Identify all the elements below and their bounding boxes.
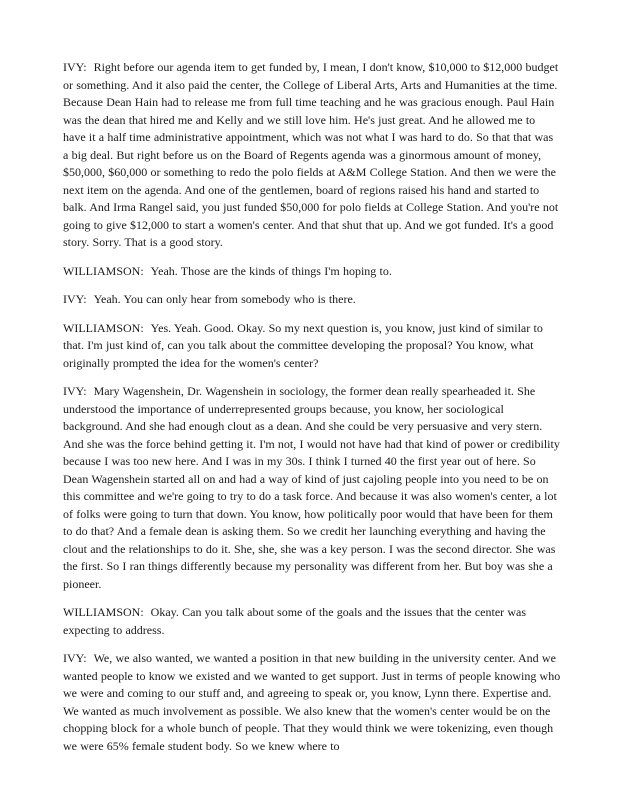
speaker-label: IVY:	[63, 651, 87, 665]
speaker-label: IVY:	[63, 292, 87, 306]
transcript-paragraph	[63, 650, 561, 755]
speaker-label: WILLIAMSON:	[63, 605, 144, 619]
transcript-paragraph	[63, 383, 561, 593]
speaker-label: IVY:	[63, 60, 87, 74]
speaker-label: WILLIAMSON:	[63, 263, 144, 278]
paragraph-text: Yeah. Those are the kinds of things I'm hoping to.	[150, 263, 392, 278]
transcript-paragraph	[63, 604, 561, 639]
paragraph-text: Right before our agenda item to get funded by, I mean, I don't know, $10,000 to $12,000 budget or something. And it also paid the center, the College of Liberal Arts, Arts and Humanities at the time. Because Dean Hain had to release me from full time teaching and he was gracious enough. Paul Hain was the dean that hired me and Kelly and we still love him. He's just great. And he allowed me to have it a half time administrative appointment, which was not what I was hard to do. So that that was a big deal. But right before us on the Board of Regents agenda was a ginormous amount of money, $50,000, $60,000 or something to redo the polo fields at A&M College Station. And then we were the next item on the agenda. And one of the gentlemen, board of regions raised his hand and started to balk. And Irma Rangel said, you just funded $50,000 for polo fields at College Station. And you're not going to give $12,000 to start a women's center. And that shut that up. And we got funded. It's a good story. Sorry. That is a good story.	[63, 60, 559, 249]
transcript-paragraph	[63, 320, 561, 373]
paragraph-text: Yeah. You can only hear from somebody who is there.	[93, 292, 356, 306]
paragraph-text: Mary Wagenshein, Dr. Wagenshein in sociology, the former dean really spearheaded it. She understood the importance of underrepresented groups because, you know, her sociological background. And she had enough clout as a dean. And she could be very persuasive and very stern. And she was the force behind getting it. I'm not, I would not have had that kind of power or credibility because I was too new here. And I was in my 30s. I think I turned 40 the first year out of here. So Dean Wagenshein started all on and had a way of kind of just cajoling people into you need to be on this committee and we're going to try to do a task force. And because it was also women's center, a lot of folks were going to turn that down. You know, how politically poor would that have been for them to do that? And a female dean is asking them. So we credit her launching everything and having the clout and the relationships to do it. She, she, she was a key person. I was the second director. She was the first. So I ran things differently because my personality was different from her. But boy was she a pioneer.	[63, 384, 560, 591]
paragraph-text: Okay. Can you talk about some of the goals and the issues that the center was expecting to address.	[63, 605, 527, 637]
transcript-paragraph	[63, 263, 561, 281]
paragraph-text: Yes. Yeah. Good. Okay. So my next question is, you know, just kind of similar to that. I'm just kind of, can you talk about the committee developing the proposal? You know, what originally prompted the idea for the women's center?	[63, 320, 543, 370]
speaker-label: IVY:	[63, 384, 87, 398]
transcript-paragraph	[63, 291, 561, 309]
paragraph-text: We, we also wanted, we wanted a position in that new building in the university center. And we wanted people to know we existed and we wanted to get support. Just in terms of people knowing who we were and coming to our stuff and, and agreeing to speak or, you know, Lynn there. Expertise and. We wanted as much involvement as possible. We also knew that the women's center would be on the chopping block for a whole bunch of people. That they would think we were tokenizing, even though we were 65% female student body. So we knew where to	[63, 651, 561, 753]
transcript-paragraph	[63, 59, 561, 252]
speaker-label: WILLIAMSON:	[63, 320, 144, 335]
